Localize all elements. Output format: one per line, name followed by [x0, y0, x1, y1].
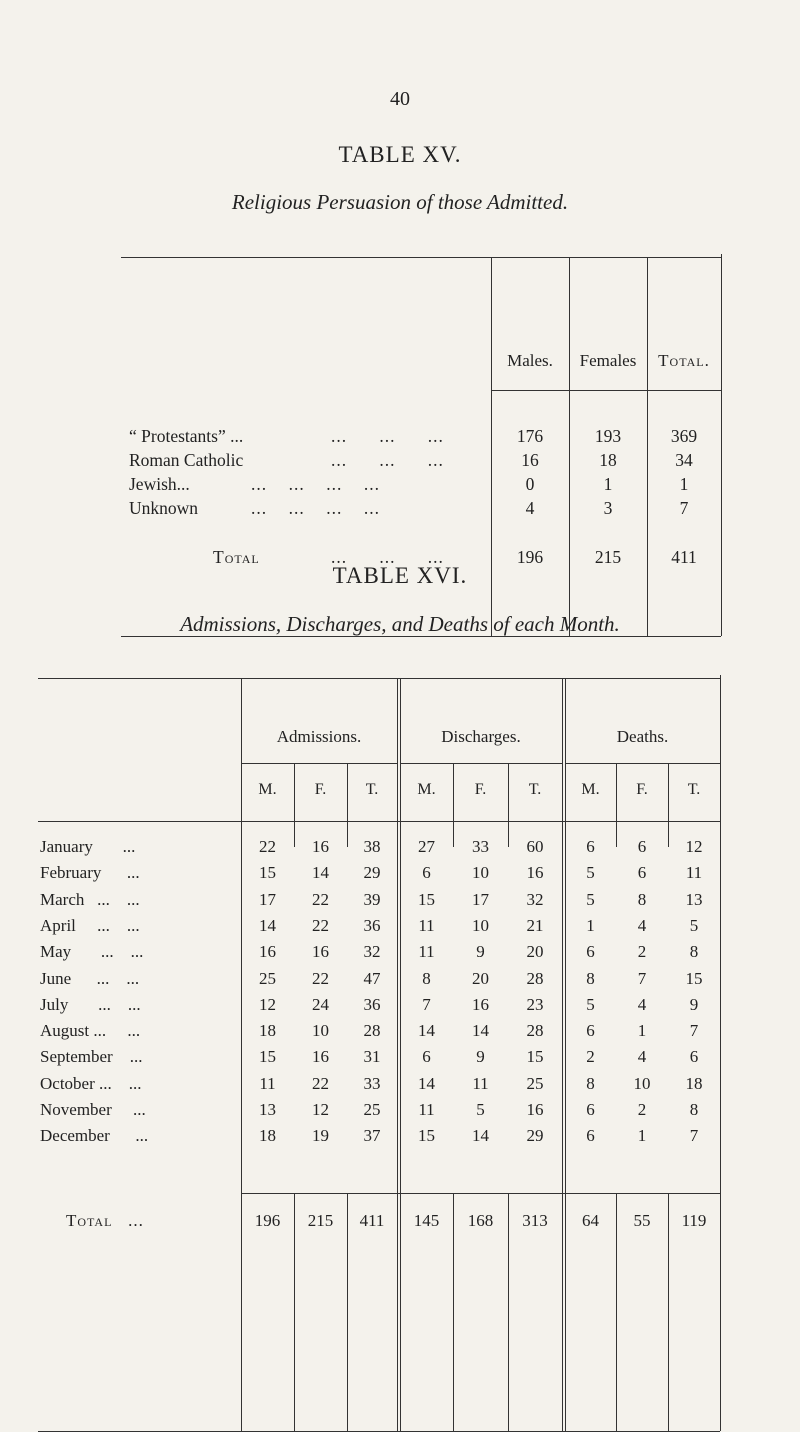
cell-dis-t: 15 — [526, 1047, 544, 1067]
cell-dis-f: 14 — [472, 1126, 489, 1146]
cell-dth-f: 6 — [637, 863, 647, 883]
cell-dth-t: 15 — [685, 968, 703, 988]
month-label: August ... ... — [40, 1021, 141, 1041]
total-label: Total — [213, 547, 260, 567]
cell-males: 4 — [525, 498, 535, 518]
cell-adm-t: 32 — [363, 942, 381, 962]
table-row — [38, 1074, 720, 1100]
cell-dth-m: 6 — [586, 837, 595, 856]
group-admissions: Admissions. — [276, 727, 362, 746]
cell-dis-m: 11 — [418, 1100, 435, 1119]
cell-dth-f: 55 — [633, 1211, 651, 1230]
cell-dis-f: 9 — [476, 1047, 485, 1067]
cell-dth-t: 6 — [689, 1047, 699, 1067]
subheader: F. — [314, 781, 327, 798]
month-label: October ... ... — [40, 1073, 142, 1093]
cell-dis-t: 313 — [522, 1211, 548, 1230]
cell-dis-m: 14 — [418, 1021, 435, 1041]
table-row — [38, 1100, 720, 1126]
month-label: April ... ... — [40, 915, 140, 935]
total-rule — [241, 1193, 720, 1194]
table-xv-subtitle: Religious Persuasion of those Admitted. — [231, 190, 569, 214]
cell-dth-m: 64 — [582, 1211, 599, 1230]
month-label: February ... — [40, 863, 140, 883]
cell-dth-f: 2 — [637, 1100, 647, 1119]
cell-adm-t: 31 — [363, 1047, 381, 1067]
cell-adm-m: 12 — [259, 994, 276, 1014]
subheader: F. — [474, 781, 487, 798]
cell-adm-f: 16 — [312, 1047, 329, 1067]
cell-adm-f: 22 — [312, 1073, 329, 1093]
total-females: 215 — [594, 547, 622, 567]
cell-dis-m: 11 — [418, 915, 435, 935]
table-row — [38, 995, 720, 1021]
cell-adm-m: 18 — [259, 1126, 276, 1146]
subheader: T. — [528, 781, 542, 798]
cell-males: 16 — [521, 450, 539, 470]
cell-dis-f: 168 — [467, 1211, 494, 1230]
row-label: Unknown — [129, 498, 199, 518]
cell-dis-f: 33 — [472, 837, 489, 856]
cell-adm-t: 37 — [363, 1126, 381, 1146]
cell-adm-f: 22 — [312, 915, 329, 935]
cell-adm-t: 28 — [363, 1021, 381, 1041]
cell-dth-f: 8 — [637, 889, 647, 909]
subheader: T. — [687, 781, 701, 798]
cell-females: 1 — [603, 474, 613, 494]
cell-dis-m: 6 — [422, 863, 431, 883]
cell-females: 193 — [594, 426, 622, 446]
header-males: Males. — [507, 351, 553, 370]
cell-dth-f: 4 — [637, 1047, 647, 1067]
cell-dis-t: 29 — [526, 1126, 544, 1146]
cell-adm-m: 17 — [259, 889, 276, 909]
cell-dis-m: 6 — [422, 1047, 431, 1067]
leader-dots: ... ... ... — [331, 450, 444, 470]
cell-dth-m: 5 — [586, 994, 595, 1014]
month-label: November ... — [40, 1100, 146, 1119]
cell-dis-f: 10 — [472, 863, 489, 883]
table-xvi — [38, 678, 720, 1432]
cell-dth-m: 1 — [586, 915, 595, 935]
cell-dis-t: 25 — [526, 1073, 544, 1093]
month-label: May ... ... — [40, 942, 144, 962]
column-divider — [453, 763, 454, 847]
cell-dis-t: 23 — [526, 994, 544, 1014]
table-row — [38, 837, 720, 863]
cell-adm-t: 25 — [363, 1100, 381, 1119]
cell-dth-m: 8 — [586, 1073, 595, 1093]
cell-dis-m: 8 — [422, 968, 431, 988]
cell-adm-m: 18 — [259, 1021, 276, 1041]
cell-dis-f: 17 — [472, 889, 489, 909]
cell-dth-t: 13 — [685, 889, 703, 909]
leader-dots: ... ... ... — [331, 426, 444, 446]
month-label: July ... ... — [40, 994, 141, 1014]
total-label: Total ... — [66, 1211, 144, 1230]
cell-dth-t: 8 — [689, 942, 699, 962]
cell-dth-m: 6 — [586, 942, 595, 962]
cell-adm-m: 25 — [259, 968, 276, 988]
table-row — [38, 942, 720, 968]
cell-males: 0 — [525, 474, 535, 494]
cell-dth-f: 1 — [637, 1126, 647, 1146]
table-row — [38, 916, 720, 942]
cell-adm-t: 47 — [363, 968, 381, 988]
cell-adm-m: 14 — [259, 915, 276, 935]
cell-adm-t: 33 — [363, 1073, 381, 1093]
cell-adm-f: 10 — [312, 1021, 329, 1041]
cell-dth-m: 2 — [586, 1047, 595, 1067]
leader-dots: ... ... ... ... — [251, 474, 380, 494]
cell-dis-t: 28 — [526, 1021, 544, 1041]
subheader: M. — [258, 781, 277, 798]
page-number: 40 — [390, 88, 410, 110]
cell-dis-m: 7 — [422, 994, 431, 1014]
table-row — [38, 1047, 720, 1073]
leader-dots: ... ... ... — [331, 547, 444, 567]
cell-adm-f: 22 — [312, 968, 329, 988]
leader-dots: ... ... ... ... — [251, 498, 380, 518]
cell-adm-m: 22 — [259, 837, 276, 856]
cell-dth-t: 9 — [689, 994, 699, 1014]
header-rule — [491, 390, 721, 391]
table-row — [121, 474, 721, 498]
cell-dis-t: 20 — [526, 942, 544, 962]
cell-dth-f: 10 — [633, 1073, 651, 1093]
table-row — [121, 426, 721, 450]
group-rule — [400, 763, 562, 764]
cell-dth-t: 12 — [685, 837, 703, 856]
cell-dth-t: 18 — [685, 1073, 703, 1093]
cell-dis-m: 27 — [418, 837, 435, 856]
cell-adm-f: 19 — [312, 1126, 329, 1146]
cell-dis-m: 15 — [418, 1126, 435, 1146]
table-row — [38, 969, 720, 995]
cell-dth-t: 8 — [689, 1100, 699, 1119]
cell-adm-f: 12 — [312, 1100, 329, 1119]
cell-dis-t: 16 — [526, 1100, 544, 1119]
cell-adm-m: 15 — [259, 863, 276, 883]
cell-adm-t: 39 — [363, 889, 381, 909]
cell-dth-t: 11 — [685, 863, 703, 883]
header-rule — [38, 821, 720, 822]
cell-adm-t: 29 — [363, 863, 381, 883]
cell-dth-t: 7 — [689, 1021, 699, 1041]
header-total: Total. — [658, 351, 710, 370]
cell-adm-f: 24 — [312, 994, 329, 1014]
cell-adm-f: 16 — [312, 837, 329, 856]
cell-dth-m: 5 — [586, 889, 595, 909]
cell-dth-f: 1 — [637, 1021, 647, 1041]
cell-dth-f: 4 — [637, 994, 647, 1014]
subheader: F. — [636, 781, 648, 798]
cell-dth-m: 6 — [586, 1021, 595, 1041]
cell-dth-f: 7 — [637, 968, 647, 988]
cell-dis-m: 11 — [418, 942, 435, 962]
cell-dis-m: 15 — [418, 889, 435, 909]
month-label: June ... ... — [40, 968, 140, 988]
cell-adm-t: 36 — [363, 994, 381, 1014]
group-discharges: Discharges. — [441, 727, 521, 746]
table-xv-title: TABLE XV. — [338, 142, 462, 167]
table-row — [121, 450, 721, 474]
column-divider — [508, 763, 509, 847]
cell-dth-t: 7 — [689, 1126, 699, 1146]
cell-dis-f: 5 — [476, 1100, 485, 1119]
cell-dis-f: 20 — [472, 968, 489, 988]
column-divider — [294, 763, 295, 847]
cell-dis-t: 21 — [526, 915, 544, 935]
cell-adm-f: 14 — [312, 863, 329, 883]
cell-total: 1 — [679, 474, 689, 494]
cell-dth-t: 119 — [681, 1211, 707, 1230]
cell-dis-t: 32 — [526, 889, 544, 909]
total-row — [38, 1211, 720, 1237]
month-label: September ... — [40, 1047, 143, 1067]
cell-adm-m: 11 — [259, 1073, 276, 1093]
cell-dth-f: 4 — [637, 915, 647, 935]
row-label: Jewish... — [129, 474, 190, 494]
table-row — [38, 1126, 720, 1152]
total-total: 411 — [671, 547, 697, 567]
cell-adm-m: 196 — [254, 1211, 281, 1230]
cell-dth-t: 5 — [689, 915, 699, 935]
cell-total: 369 — [670, 426, 698, 446]
group-deaths: Deaths. — [616, 727, 669, 746]
group-rule — [565, 763, 720, 764]
table-xvi-title: TABLE XVI. — [332, 563, 468, 588]
header-females: Females — [579, 351, 637, 370]
month-label: January ... — [40, 837, 136, 856]
cell-dis-m: 14 — [418, 1073, 435, 1093]
cell-dth-m: 6 — [586, 1126, 595, 1146]
cell-males: 176 — [516, 426, 544, 446]
cell-adm-t: 411 — [359, 1211, 385, 1230]
cell-dth-f: 6 — [637, 837, 647, 856]
column-divider — [616, 763, 617, 847]
cell-dis-f: 14 — [472, 1021, 489, 1041]
total-males: 196 — [516, 547, 544, 567]
cell-dis-t: 60 — [526, 837, 544, 856]
month-label: March ... ... — [40, 889, 140, 909]
cell-females: 18 — [599, 450, 617, 470]
cell-dis-f: 16 — [472, 994, 489, 1014]
cell-dis-f: 9 — [476, 942, 485, 962]
cell-adm-m: 16 — [259, 942, 276, 962]
group-rule — [241, 763, 397, 764]
cell-adm-t: 36 — [363, 915, 381, 935]
table-xvi-subtitle: Admissions, Discharges, and Deaths of each Month. — [180, 612, 620, 636]
cell-dis-f: 10 — [472, 915, 489, 935]
table-row — [121, 498, 721, 522]
column-divider — [347, 763, 348, 847]
column-divider — [668, 763, 669, 847]
month-label: December ... — [40, 1126, 149, 1146]
cell-dth-m: 5 — [586, 863, 595, 883]
cell-adm-f: 22 — [312, 889, 329, 909]
table-row — [38, 1021, 720, 1047]
cell-adm-f: 215 — [307, 1211, 334, 1230]
column-divider — [720, 675, 721, 1431]
cell-dis-f: 11 — [472, 1073, 489, 1093]
cell-adm-m: 13 — [259, 1100, 276, 1119]
cell-total: 34 — [675, 450, 693, 470]
cell-adm-m: 15 — [259, 1047, 276, 1067]
cell-dis-m: 145 — [413, 1211, 440, 1230]
cell-total: 7 — [679, 498, 689, 518]
cell-dis-t: 28 — [526, 968, 544, 988]
table-row — [38, 863, 720, 889]
cell-females: 3 — [603, 498, 613, 518]
subheader: T. — [365, 781, 379, 798]
row-label: Roman Catholic — [129, 450, 244, 470]
cell-adm-f: 16 — [312, 942, 329, 962]
subheader: M. — [417, 781, 436, 798]
row-label: “ Protestants” ... — [129, 426, 244, 446]
subheader: M. — [581, 781, 600, 798]
table-row — [38, 890, 720, 916]
cell-adm-t: 38 — [363, 837, 381, 856]
cell-dth-f: 2 — [637, 942, 647, 962]
cell-dis-t: 16 — [526, 863, 544, 883]
cell-dth-m: 6 — [586, 1100, 595, 1119]
cell-dth-m: 8 — [586, 968, 595, 988]
